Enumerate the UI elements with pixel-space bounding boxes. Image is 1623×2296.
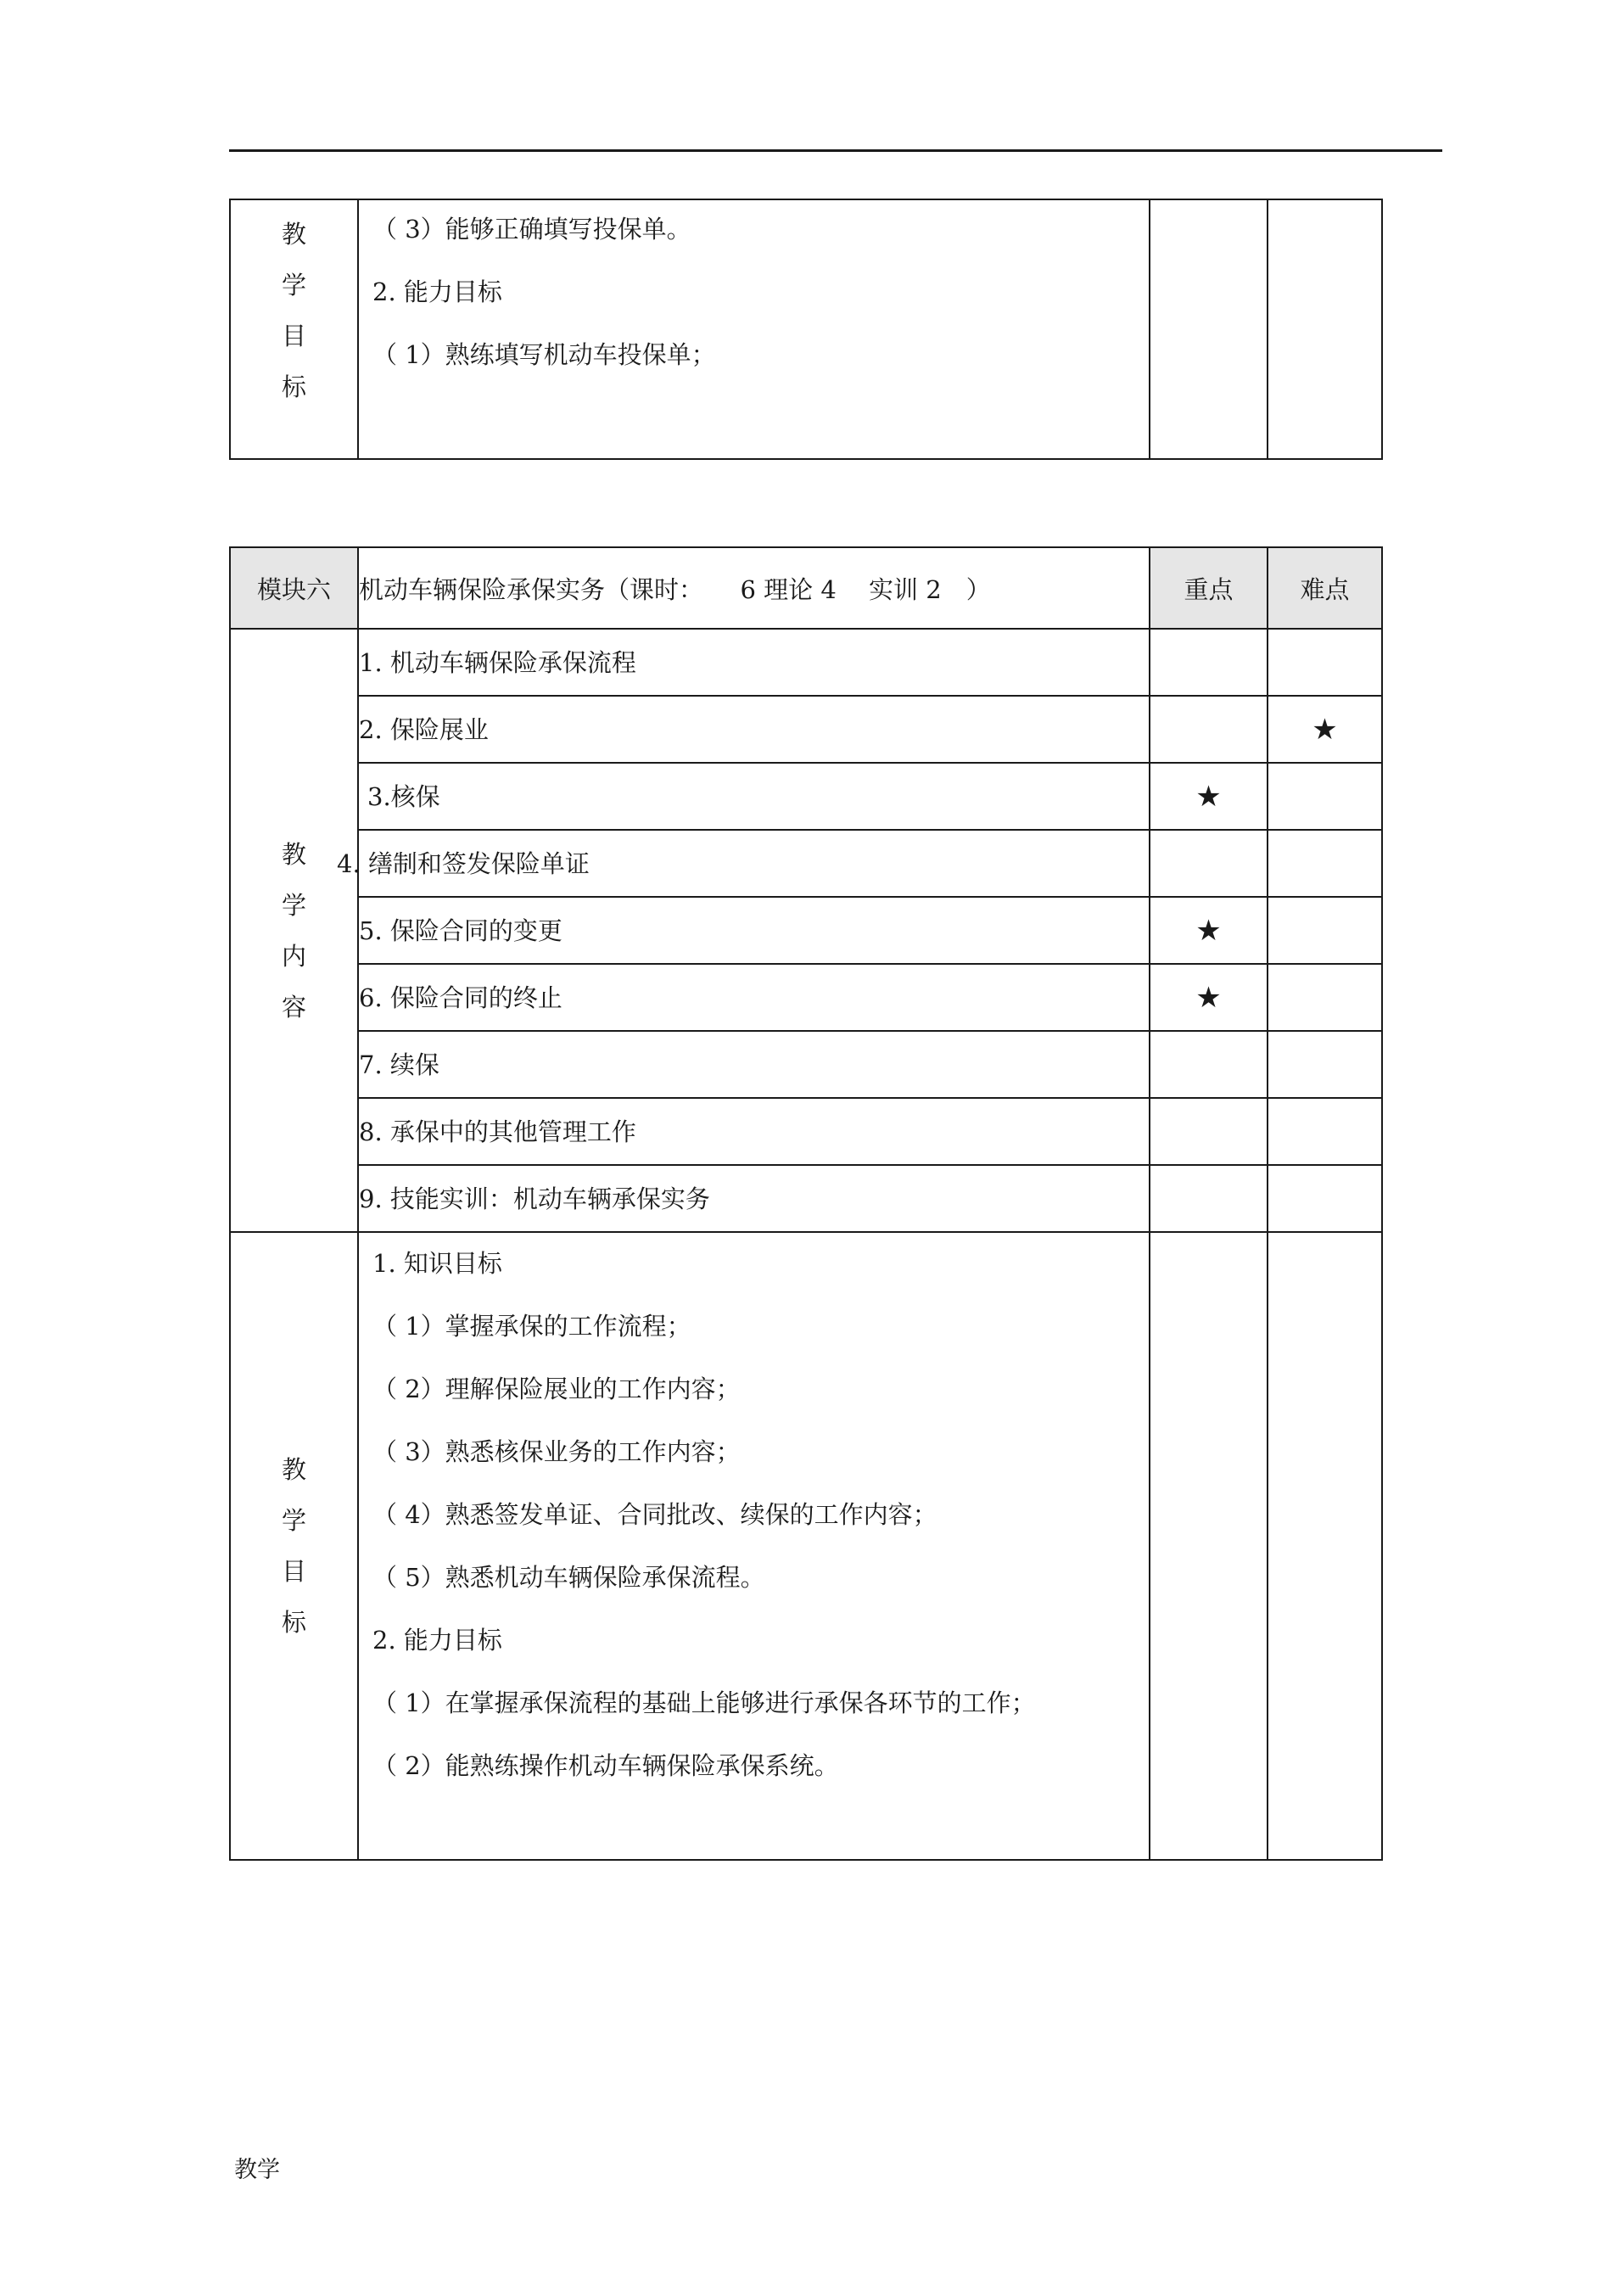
goals-text-cell (358, 199, 1150, 459)
difficult-star (1268, 763, 1382, 830)
key-star (1150, 1031, 1268, 1098)
content-text-cell (337, 830, 1150, 897)
content-row (230, 897, 1382, 964)
content-row (230, 1031, 1382, 1098)
difficult-star (1268, 629, 1382, 696)
difficult-star (1268, 1031, 1382, 1098)
page-footer: 教学 (234, 2157, 280, 2183)
difficulty-header: 难点 (1268, 547, 1382, 629)
content-text: 2. 保险展业 (358, 696, 1150, 763)
content-row (230, 964, 1382, 1031)
content-row (230, 830, 1382, 897)
key-star (1150, 830, 1268, 897)
goal-line: （ 2）能熟练操作机动车辆保险承保系统。 (372, 1751, 839, 1780)
difficulty-cell (1268, 199, 1382, 459)
goals-row (230, 199, 1382, 459)
content-row (230, 763, 1382, 830)
difficult-star (1268, 897, 1382, 964)
difficult-star (1268, 1165, 1382, 1232)
goal-line: （ 4）熟悉签发单证、合同批改、续保的工作内容； (372, 1500, 937, 1529)
difficult-star (1268, 1098, 1382, 1165)
difficult-star: ★ (1268, 696, 1382, 763)
goal-line: （ 5）熟悉机动车辆保险承保流程。 (372, 1563, 765, 1592)
content-text: 8. 承保中的其他管理工作 (358, 1098, 1150, 1165)
content-text: 7. 续保 (358, 1031, 1150, 1098)
goal-line: （ 1）在掌握承保流程的基础上能够进行承保各环节的工作； (372, 1688, 1036, 1717)
goals-side-label: 教 学 目 标 (230, 199, 358, 459)
module-label: 模块六 (230, 547, 358, 629)
difficult-star (1268, 830, 1382, 897)
header-rule (229, 149, 1442, 152)
key-star (1150, 696, 1268, 763)
key-star (1150, 629, 1268, 696)
goals-continuation-table (229, 199, 1383, 460)
goal-line: 2. 能力目标 (372, 277, 502, 306)
key-point-cell (1150, 1232, 1268, 1860)
difficult-star (1268, 964, 1382, 1031)
key-star (1150, 1165, 1268, 1232)
goal-line: （ 3）能够正确填写投保单。 (372, 215, 691, 244)
content-text: 1. 机动车辆保险承保流程 (358, 629, 1150, 696)
key-point-header: 重点 (1150, 547, 1268, 629)
content-text: 6. 保险合同的终止 (358, 964, 1150, 1031)
content-text: 9. 技能实训：机动车辆承保实务 (358, 1165, 1150, 1232)
goal-line: 2. 能力目标 (372, 1626, 502, 1655)
content-row (230, 1098, 1382, 1165)
goals-side-label: 教 学 目 标 (230, 1232, 358, 1860)
goal-line: （ 3）熟悉核保业务的工作内容； (372, 1437, 741, 1466)
module6-header-row (230, 547, 1382, 629)
module-title: 机动车辆保险承保实务（课时： 6 理论 4 实训 2 ） (358, 547, 1150, 629)
content-text: 4. 缮制和签发保险单证 (337, 848, 590, 878)
key-star: ★ (1150, 897, 1268, 964)
content-text: 3.核保 (358, 763, 1150, 830)
content-row (230, 1165, 1382, 1232)
key-star: ★ (1150, 763, 1268, 830)
key-star (1150, 1098, 1268, 1165)
content-row (230, 696, 1382, 763)
goal-line: （ 1）掌握承保的工作流程； (372, 1312, 691, 1341)
difficulty-cell (1268, 1232, 1382, 1860)
goals-text-cell (358, 1232, 1150, 1860)
goal-line: 1. 知识目标 (372, 1249, 502, 1278)
key-point-cell (1150, 199, 1268, 459)
goal-line: （ 2）理解保险展业的工作内容； (372, 1375, 741, 1403)
module6-table (229, 546, 1383, 1861)
key-star: ★ (1150, 964, 1268, 1031)
content-text: 5. 保险合同的变更 (358, 897, 1150, 964)
module6-goals-row (230, 1232, 1382, 1860)
content-side-label: 教 学 内 容 (230, 629, 358, 1232)
goal-line: （ 1）熟练填写机动车投保单； (372, 340, 716, 369)
content-row (230, 629, 1382, 696)
